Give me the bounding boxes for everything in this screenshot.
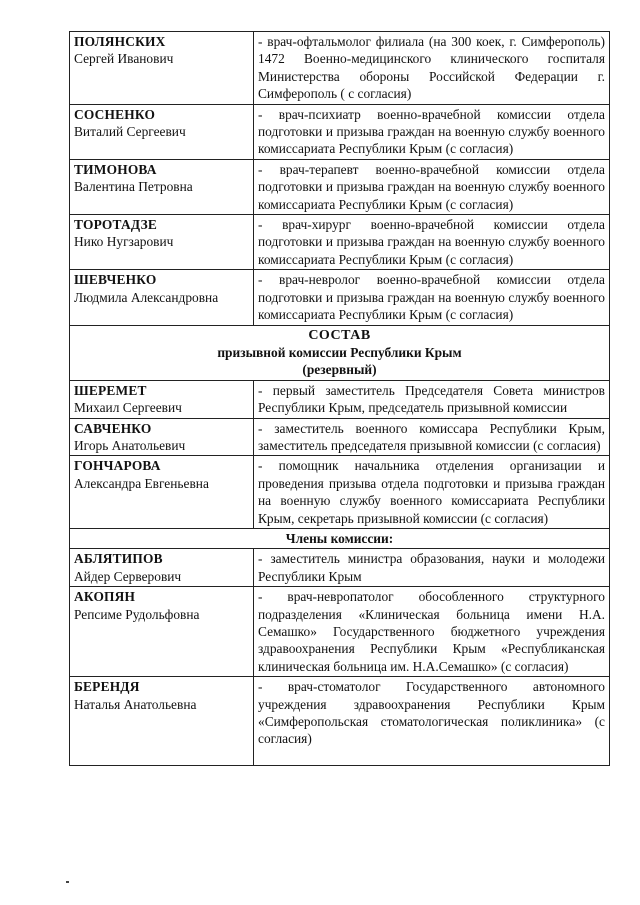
- member-surname: ПОЛЯНСКИХ: [74, 34, 166, 49]
- commission-roster-table: [69, 31, 610, 766]
- section-subtitle: призывной комиссии Республики Крым: [217, 344, 462, 360]
- member-name-cell: [70, 380, 254, 418]
- member-position: - помощник начальника отделения организации и проведения призыва отдела подготовки и призыва граждан на военную службу военного комиссариата Республики Крым, секретарь призывной комиссии (с согласия): [254, 456, 610, 529]
- member-position: - врач-невролог военно-врачебной комиссии отдела подготовки и призыва граждан на военную службу военного комиссариата Республики Крым (с согласия): [254, 270, 610, 325]
- table-row: [70, 549, 610, 587]
- member-surname: ШЕРЕМЕТ: [74, 382, 147, 398]
- table-row: [70, 104, 610, 159]
- member-position: - первый заместитель Председателя Совета министров Республики Крым, председатель призывной комиссии: [254, 380, 610, 418]
- member-position: - врач-психиатр военно-врачебной комиссии отдела подготовки и призыва граждан на военную службу военного комиссариата Республики Крым (с согласия): [254, 104, 610, 159]
- member-position: - врач-офтальмолог филиала (на 300 коек, г. Симферополь) 1472 Военно-медицинского клинического госпиталя Министерства обороны Российской Федерации г. Симферополь ( с согласия): [254, 32, 610, 105]
- member-given-names: Сергей Иванович: [74, 51, 174, 67]
- section-heading-row: [70, 325, 610, 380]
- member-given-names: Нико Нугзарович: [74, 234, 174, 250]
- member-given-names: Валентина Петровна: [74, 179, 193, 195]
- member-given-names: Наталья Анатольевна: [74, 696, 197, 712]
- member-surname: САВЧЕНКО: [74, 420, 152, 436]
- table-row: [70, 677, 610, 766]
- member-position: - врач-невропатолог обособленного структурного подразделения «Клиническая больница имени Н.А. Семашко» Государственного бюджетного учреждения здравоохранения Республики Крым «Республиканская клиническая больница им. Н.А.Семашко» (с согласия): [254, 587, 610, 677]
- member-given-names: Игорь Анатольевич: [74, 437, 186, 453]
- member-given-names: Михаил Сергеевич: [74, 400, 182, 416]
- member-given-names: Людмила Александровна: [74, 289, 219, 305]
- member-position: - заместитель министра образования, науки и молодежи Республики Крым: [254, 549, 610, 587]
- section-reserve-note: (резервный): [302, 362, 377, 378]
- member-surname: АБЛЯТИПОВ: [74, 551, 163, 567]
- member-given-names: Виталий Сергеевич: [74, 124, 186, 140]
- member-surname: АКОПЯН: [74, 589, 136, 605]
- member-name-cell: [70, 159, 254, 214]
- member-name-cell: [70, 677, 254, 766]
- member-given-names: Айдер Серверович: [74, 568, 182, 584]
- table-row: [70, 159, 610, 214]
- members-heading-row: [70, 528, 610, 548]
- member-name-cell: [70, 32, 254, 105]
- member-position: - врач-терапевт военно-врачебной комиссии отдела подготовки и призыва граждан на военную службу военного комиссариата Республики Крым (с согласия): [254, 159, 610, 214]
- member-surname: ТОРОТАДЗЕ: [74, 217, 157, 233]
- member-position: - врач-хирург военно-врачебной комиссии отдела подготовки и призыва граждан на военную службу военного комиссариата Республики Крым (с согласия): [254, 215, 610, 270]
- member-surname: ГОНЧАРОВА: [74, 458, 161, 474]
- table-row: [70, 418, 610, 456]
- member-position: - врач-стоматолог Государственного автономного учреждения здравоохранения Республики Крым «Симферопольская стоматологическая поликлиника» (с согласия): [254, 677, 610, 766]
- member-surname: ШЕВЧЕНКО: [74, 272, 157, 288]
- member-name-cell: [70, 587, 254, 677]
- member-position: - заместитель военного комиссара Республики Крым, заместитель председателя призывной комиссии (с согласия): [254, 418, 610, 456]
- table-row: [70, 380, 610, 418]
- member-given-names: Александра Евгеньевна: [74, 475, 209, 491]
- member-name-cell: [70, 456, 254, 529]
- scan-speck: [66, 881, 69, 883]
- table-row: [70, 215, 610, 270]
- members-heading: Члены комиссии:: [70, 528, 610, 548]
- table-row: [70, 270, 610, 325]
- section-title: СОСТАВ: [308, 327, 371, 343]
- member-name-cell: [70, 270, 254, 325]
- table-row: [70, 587, 610, 677]
- member-surname: БЕРЕНДЯ: [74, 679, 140, 695]
- member-surname: СОСНЕНКО: [74, 106, 156, 122]
- section-heading: [70, 325, 610, 380]
- table-row: [70, 456, 610, 529]
- table-row: [70, 32, 610, 105]
- member-name-cell: [70, 418, 254, 456]
- member-given-names: Репсиме Рудольфовна: [74, 606, 200, 622]
- member-name-cell: [70, 549, 254, 587]
- member-name-cell: [70, 215, 254, 270]
- member-surname: ТИМОНОВА: [74, 161, 157, 177]
- member-name-cell: [70, 104, 254, 159]
